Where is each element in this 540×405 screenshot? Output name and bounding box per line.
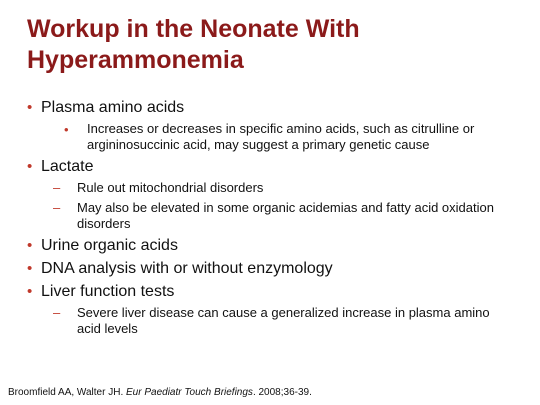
slide-title [27,14,517,76]
bullet-dot-icon: • [27,260,33,277]
citation-journal: Eur Paediatr Touch Briefings [126,387,253,398]
citation [8,387,312,399]
citation-authors: Broomfield AA, Walter JH. [8,387,126,398]
sub-bullet-text: Rule out mitochondrial disorders [77,180,264,195]
bullet-label: Liver function tests [41,283,175,300]
bullet-dot-icon: • [27,99,33,116]
title-line-1: Workup in the Neonate With [27,15,360,43]
bullet-label: DNA analysis with or without enzymology [41,260,333,277]
bullet-dot-icon: • [27,283,33,300]
bullet-label: Urine organic acids [41,237,178,254]
dash-icon: – [53,305,61,320]
dash-icon: – [53,180,61,195]
bullet-dot-icon: • [27,158,33,175]
sub-bullet-text: May also be elevated in some organic acidemias and fatty acid oxidation disorders [77,200,494,231]
dash-icon: – [53,200,61,215]
sub-bullet-text: Severe liver disease can cause a generalized increase in plasma amino acid levels [77,305,490,336]
bullet-dot-icon: • [64,122,69,137]
title-line-2: Hyperammonemia [27,46,244,74]
bullet-label: Plasma amino acids [41,99,185,116]
sub-bullet-text: Increases or decreases in specific amino acids, such as citrulline or argininosuccinic acid, may suggest a primary genetic cause [87,121,475,152]
bullet-label: Lactate [41,158,94,175]
citation-rest: . 2008;36-39. [252,387,312,398]
bullet-dot-icon: • [27,237,33,254]
